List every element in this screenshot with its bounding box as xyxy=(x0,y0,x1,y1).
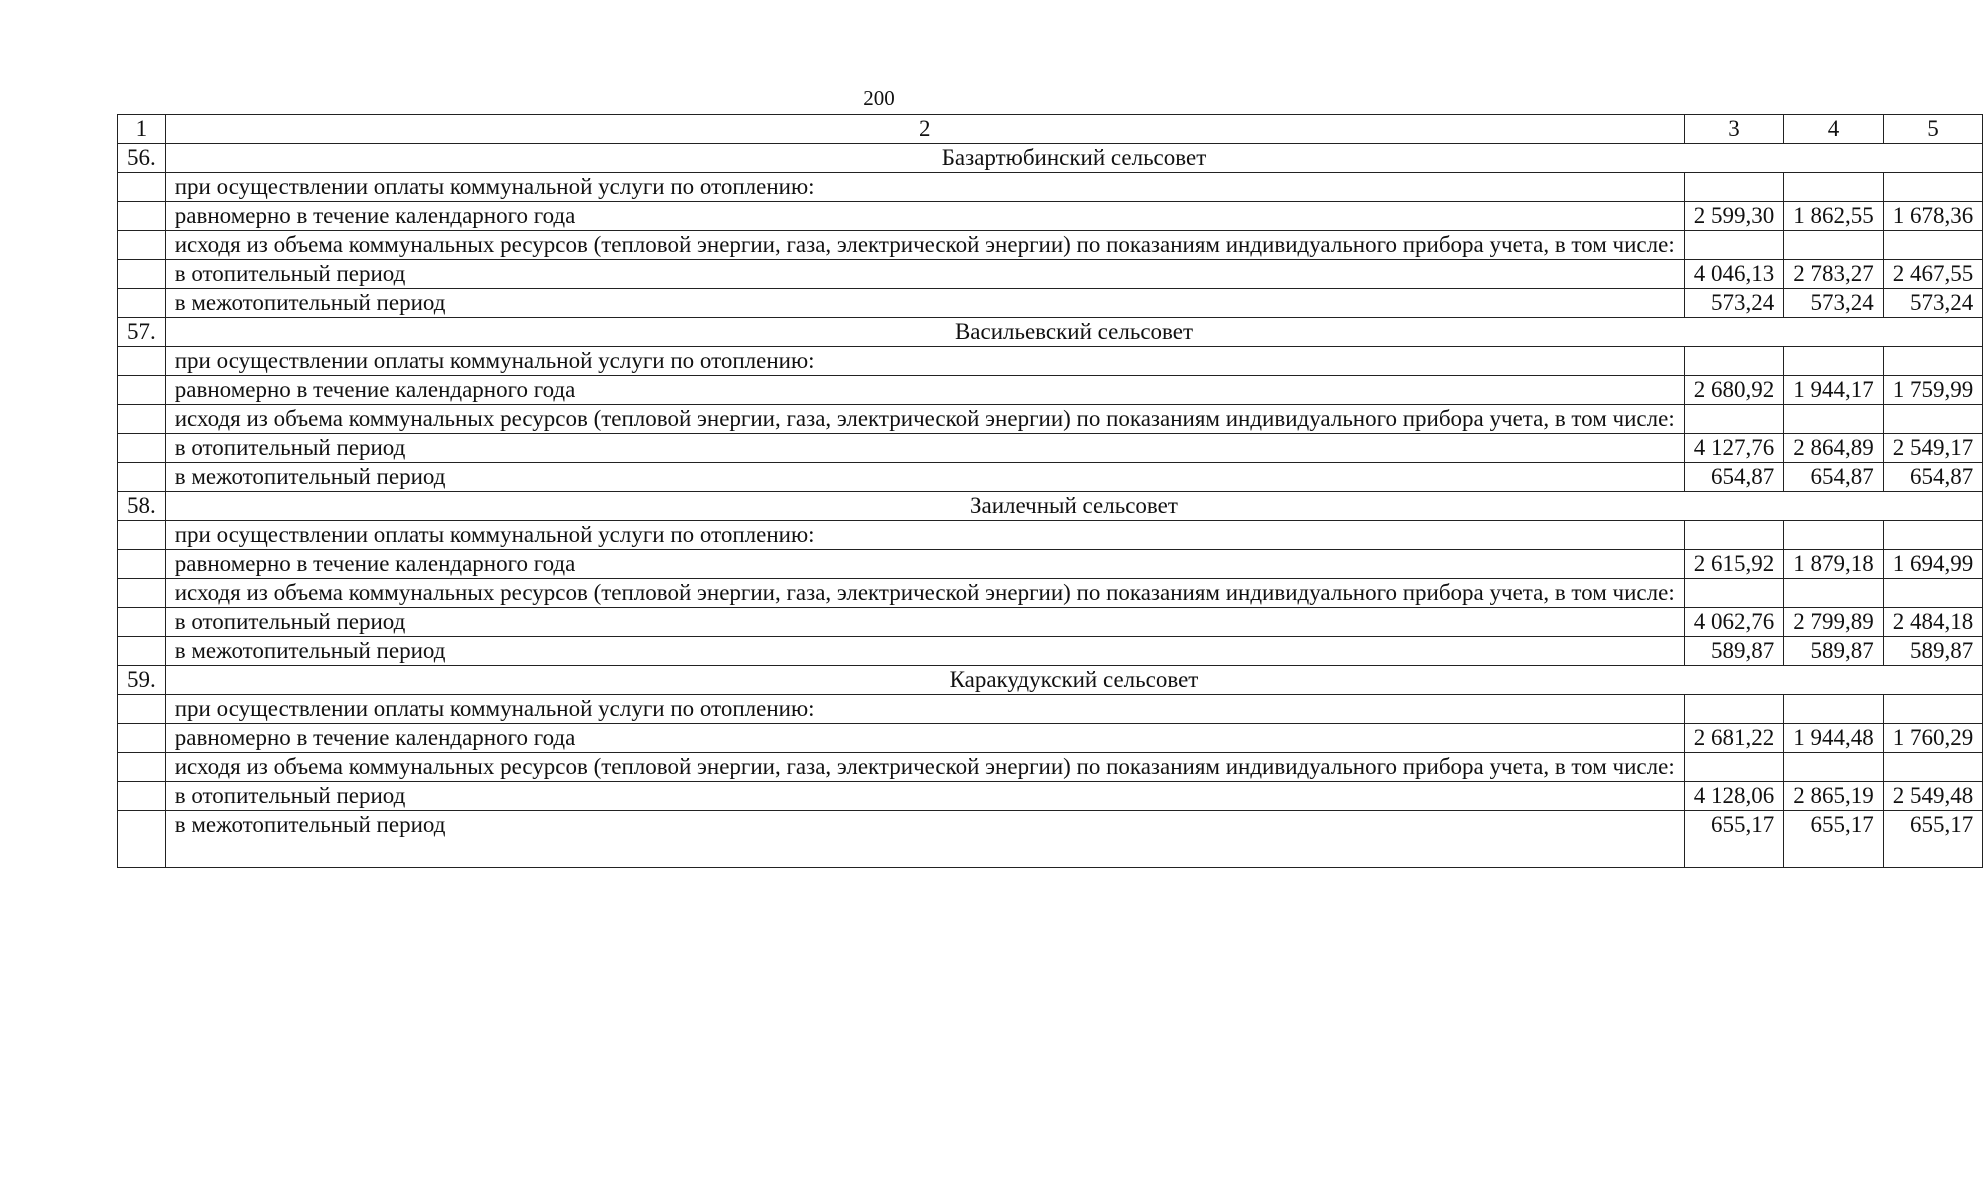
table-row xyxy=(118,608,1983,637)
table-row xyxy=(118,231,1983,260)
row-label: при осуществлении оплаты коммунальной услуги по отоплению: xyxy=(165,521,1684,550)
row-label: в межотопительный период xyxy=(165,463,1684,492)
table-row xyxy=(118,173,1983,202)
row-number-cell xyxy=(118,811,166,868)
table-body xyxy=(118,115,1983,868)
value-col4: 654,87 xyxy=(1784,463,1884,492)
table-row xyxy=(118,521,1983,550)
row-number-cell xyxy=(118,173,166,202)
section-number: 57. xyxy=(118,318,166,347)
row-number-cell xyxy=(118,521,166,550)
row-label: в отопительный период xyxy=(165,608,1684,637)
value-col3 xyxy=(1684,695,1784,724)
table-row xyxy=(118,202,1983,231)
value-col5: 1 678,36 xyxy=(1883,202,1983,231)
row-number-cell xyxy=(118,405,166,434)
value-col5: 2 549,48 xyxy=(1883,782,1983,811)
value-col5 xyxy=(1883,753,1983,782)
value-col5 xyxy=(1883,173,1983,202)
value-col5 xyxy=(1883,695,1983,724)
row-number-cell xyxy=(118,608,166,637)
section-title: Каракудукский сельсовет xyxy=(165,666,1982,695)
row-label: равномерно в течение календарного года xyxy=(165,202,1684,231)
column-header: 2 xyxy=(165,115,1684,144)
value-col5: 655,17 xyxy=(1883,811,1983,868)
tariff-table xyxy=(117,114,1983,868)
section-title: Заилечный сельсовет xyxy=(165,492,1982,521)
value-col4: 2 799,89 xyxy=(1784,608,1884,637)
table-row xyxy=(118,811,1983,868)
value-col3: 2 681,22 xyxy=(1684,724,1784,753)
row-label: в отопительный период xyxy=(165,434,1684,463)
value-col4: 589,87 xyxy=(1784,637,1884,666)
table-row xyxy=(118,260,1983,289)
row-number-cell xyxy=(118,463,166,492)
row-label: при осуществлении оплаты коммунальной услуги по отоплению: xyxy=(165,173,1684,202)
row-label: исходя из объема коммунальных ресурсов (тепловой энергии, газа, электрической энергии) по показаниям индивидуального прибора учета, в том числе: xyxy=(165,405,1684,434)
row-number-cell xyxy=(118,202,166,231)
row-number-cell xyxy=(118,753,166,782)
row-number-cell xyxy=(118,289,166,318)
value-col4 xyxy=(1784,231,1884,260)
value-col4: 1 944,48 xyxy=(1784,724,1884,753)
value-col4: 2 865,19 xyxy=(1784,782,1884,811)
table-row xyxy=(118,782,1983,811)
value-col3: 589,87 xyxy=(1684,637,1784,666)
value-col4 xyxy=(1784,173,1884,202)
value-col4: 2 864,89 xyxy=(1784,434,1884,463)
row-label: равномерно в течение календарного года xyxy=(165,724,1684,753)
table-row xyxy=(118,695,1983,724)
value-col3 xyxy=(1684,347,1784,376)
section-number: 59. xyxy=(118,666,166,695)
value-col4: 1 944,17 xyxy=(1784,376,1884,405)
table-row xyxy=(118,434,1983,463)
value-col4 xyxy=(1784,753,1884,782)
column-header: 4 xyxy=(1784,115,1884,144)
column-header-row xyxy=(118,115,1983,144)
value-col5 xyxy=(1883,347,1983,376)
row-label: в межотопительный период xyxy=(165,637,1684,666)
row-label: равномерно в течение календарного года xyxy=(165,376,1684,405)
value-col3: 655,17 xyxy=(1684,811,1784,868)
row-number-cell xyxy=(118,376,166,405)
row-label: в межотопительный период xyxy=(165,289,1684,318)
section-number: 56. xyxy=(118,144,166,173)
value-col4 xyxy=(1784,579,1884,608)
value-col4: 1 879,18 xyxy=(1784,550,1884,579)
row-number-cell xyxy=(118,695,166,724)
value-col4: 573,24 xyxy=(1784,289,1884,318)
value-col3: 4 062,76 xyxy=(1684,608,1784,637)
value-col3 xyxy=(1684,405,1784,434)
value-col4 xyxy=(1784,405,1884,434)
value-col4: 655,17 xyxy=(1784,811,1884,868)
value-col5: 573,24 xyxy=(1883,289,1983,318)
value-col5: 589,87 xyxy=(1883,637,1983,666)
value-col3: 654,87 xyxy=(1684,463,1784,492)
row-label: в отопительный период xyxy=(165,782,1684,811)
value-col3: 4 046,13 xyxy=(1684,260,1784,289)
row-label: в отопительный период xyxy=(165,260,1684,289)
row-number-cell xyxy=(118,579,166,608)
value-col4 xyxy=(1784,521,1884,550)
row-label: исходя из объема коммунальных ресурсов (тепловой энергии, газа, электрической энергии) по показаниям индивидуального прибора учета, в том числе: xyxy=(165,579,1684,608)
table-row xyxy=(118,753,1983,782)
value-col3 xyxy=(1684,231,1784,260)
row-number-cell xyxy=(118,260,166,289)
row-number-cell xyxy=(118,434,166,463)
column-header: 3 xyxy=(1684,115,1784,144)
value-col5 xyxy=(1883,231,1983,260)
row-number-cell xyxy=(118,637,166,666)
table-row xyxy=(118,463,1983,492)
table-row xyxy=(118,376,1983,405)
row-number-cell xyxy=(118,550,166,579)
value-col5: 1 760,29 xyxy=(1883,724,1983,753)
row-label: при осуществлении оплаты коммунальной услуги по отоплению: xyxy=(165,695,1684,724)
value-col5: 2 467,55 xyxy=(1883,260,1983,289)
value-col3 xyxy=(1684,579,1784,608)
section-number: 58. xyxy=(118,492,166,521)
value-col3: 2 680,92 xyxy=(1684,376,1784,405)
table-row xyxy=(118,579,1983,608)
row-number-cell xyxy=(118,782,166,811)
value-col5: 1 759,99 xyxy=(1883,376,1983,405)
page-number: 200 xyxy=(863,86,895,110)
row-label: исходя из объема коммунальных ресурсов (тепловой энергии, газа, электрической энергии) по показаниям индивидуального прибора учета, в том числе: xyxy=(165,231,1684,260)
value-col3 xyxy=(1684,521,1784,550)
value-col3 xyxy=(1684,753,1784,782)
value-col5: 654,87 xyxy=(1883,463,1983,492)
column-header: 5 xyxy=(1883,115,1983,144)
section-title: Васильевский сельсовет xyxy=(165,318,1982,347)
value-col3: 573,24 xyxy=(1684,289,1784,318)
row-label: равномерно в течение календарного года xyxy=(165,550,1684,579)
value-col5 xyxy=(1883,579,1983,608)
value-col4 xyxy=(1784,347,1884,376)
section-row xyxy=(118,144,1983,173)
value-col5: 1 694,99 xyxy=(1883,550,1983,579)
value-col3 xyxy=(1684,173,1784,202)
row-label: исходя из объема коммунальных ресурсов (тепловой энергии, газа, электрической энергии) по показаниям индивидуального прибора учета, в том числе: xyxy=(165,753,1684,782)
section-row xyxy=(118,666,1983,695)
table-row xyxy=(118,637,1983,666)
row-label: при осуществлении оплаты коммунальной услуги по отоплению: xyxy=(165,347,1684,376)
value-col4: 1 862,55 xyxy=(1784,202,1884,231)
value-col4 xyxy=(1784,695,1884,724)
row-label: в межотопительный период xyxy=(165,811,1684,868)
table-row xyxy=(118,405,1983,434)
value-col3: 2 615,92 xyxy=(1684,550,1784,579)
value-col5 xyxy=(1883,405,1983,434)
row-number-cell xyxy=(118,231,166,260)
value-col4: 2 783,27 xyxy=(1784,260,1884,289)
value-col5: 2 549,17 xyxy=(1883,434,1983,463)
value-col3: 4 127,76 xyxy=(1684,434,1784,463)
table-row xyxy=(118,550,1983,579)
table-row xyxy=(118,347,1983,376)
section-title: Базартюбинский сельсовет xyxy=(165,144,1982,173)
section-row xyxy=(118,492,1983,521)
table-row xyxy=(118,289,1983,318)
column-header: 1 xyxy=(118,115,166,144)
row-number-cell xyxy=(118,724,166,753)
table-row xyxy=(118,724,1983,753)
value-col5 xyxy=(1883,521,1983,550)
row-number-cell xyxy=(118,347,166,376)
value-col3: 2 599,30 xyxy=(1684,202,1784,231)
section-row xyxy=(118,318,1983,347)
value-col3: 4 128,06 xyxy=(1684,782,1784,811)
value-col5: 2 484,18 xyxy=(1883,608,1983,637)
